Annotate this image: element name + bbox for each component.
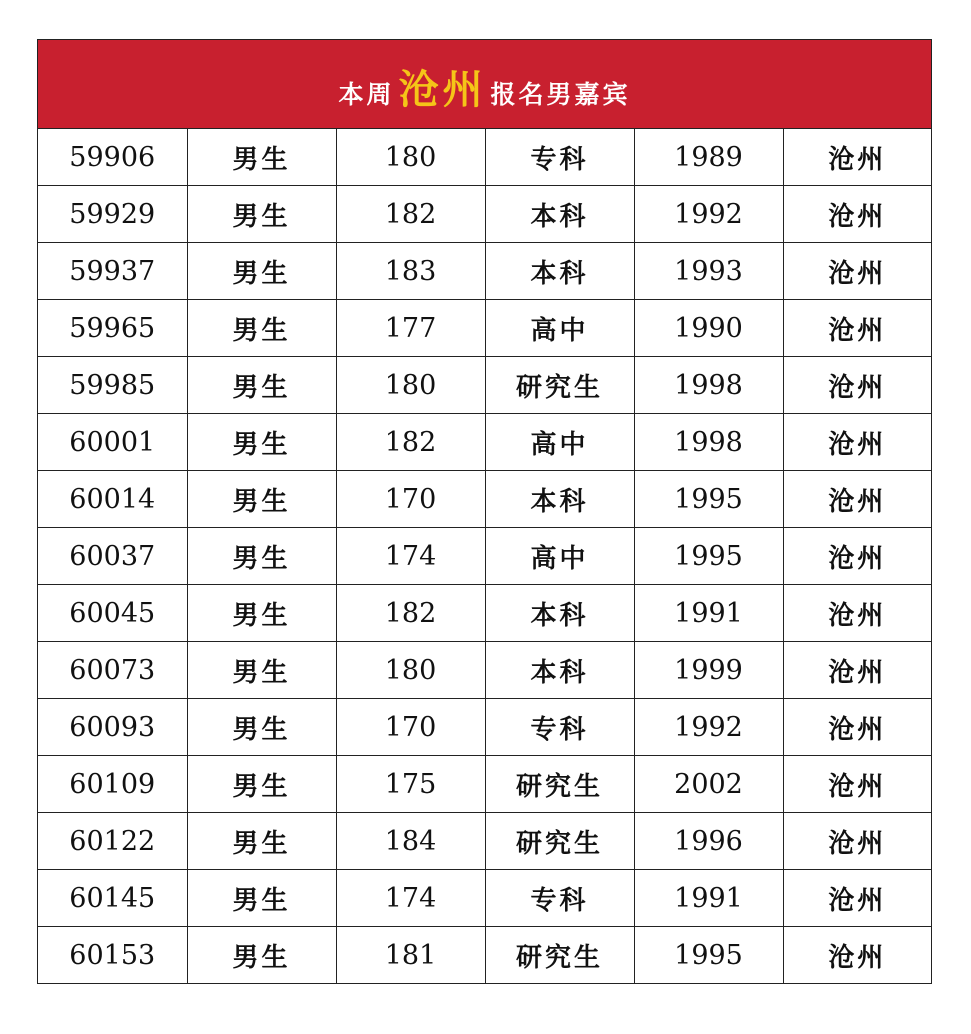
cell-education: 研究生 xyxy=(485,357,634,414)
cell-education: 本科 xyxy=(485,585,634,642)
cell-gender: 男生 xyxy=(187,414,336,471)
cell-height: 175 xyxy=(336,756,485,813)
cell-city: 沧州 xyxy=(828,942,887,973)
cell-city: 沧州 xyxy=(783,699,931,756)
cell-city: 沧州 xyxy=(783,642,931,699)
cell-height: 180 xyxy=(336,129,485,186)
cell-city: 沧州 xyxy=(783,585,931,642)
cell-education: 本科 xyxy=(485,243,634,300)
cell-city: 沧州 xyxy=(783,243,931,300)
cell-id: 59937 xyxy=(38,243,187,300)
cell-gender: 男生 xyxy=(187,927,336,984)
cell-height: 182 xyxy=(336,414,485,471)
cell-birth-year: 1990 xyxy=(634,300,783,357)
cell-height: 182 xyxy=(336,186,485,243)
table-row xyxy=(38,243,931,300)
cell-id: 60001 xyxy=(38,414,187,471)
cell-city: 沧州 xyxy=(783,756,931,813)
cell-birth-year: 2002 xyxy=(634,756,783,813)
cell-birth-year: 1998 xyxy=(634,357,783,414)
table-row xyxy=(38,129,931,186)
cell-id: 60122 xyxy=(38,813,187,870)
cell-education: 研究生 xyxy=(485,813,634,870)
cell-education: 专科 xyxy=(485,870,634,927)
cell-height: 180 xyxy=(336,642,485,699)
cell-education: 专科 xyxy=(485,699,634,756)
cell-gender: 男生 xyxy=(187,528,336,585)
cell-education: 本科 xyxy=(485,642,634,699)
cell-city: 沧州 xyxy=(783,357,931,414)
cell-id: 60073 xyxy=(38,642,187,699)
cell-city: 沧州 xyxy=(783,471,931,528)
cell-id: 60093 xyxy=(38,699,187,756)
table-row xyxy=(38,471,931,528)
cell-birth-year: 1995 xyxy=(634,927,783,984)
cell-city: 沧州 xyxy=(783,813,931,870)
cell-education: 本科 xyxy=(485,186,634,243)
cell-city: 沧州 xyxy=(783,414,931,471)
registration-sheet xyxy=(37,39,932,984)
cell-birth-year: 1991 xyxy=(634,870,783,927)
guest-table-body xyxy=(38,129,931,983)
cell-education: 研究生 xyxy=(485,756,634,813)
table-row xyxy=(38,870,931,927)
cell-id: 60153 xyxy=(38,927,187,984)
cell-birth-year: 1999 xyxy=(634,642,783,699)
cell-birth-year: 1989 xyxy=(634,129,783,186)
cell-birth-year: 1995 xyxy=(634,471,783,528)
cell-height: 184 xyxy=(336,813,485,870)
title-banner xyxy=(38,40,931,129)
cell-id: 60037 xyxy=(38,528,187,585)
cell-education: 本科 xyxy=(485,471,634,528)
table-row xyxy=(38,300,931,357)
cell-height: 181 xyxy=(336,927,485,984)
cell-education: 研究生 xyxy=(485,927,634,984)
banner-title xyxy=(338,58,630,115)
cell-birth-year: 1998 xyxy=(634,414,783,471)
cell-education: 高中 xyxy=(485,528,634,585)
cell-birth-year: 1992 xyxy=(634,699,783,756)
cell-height: 180 xyxy=(336,357,485,414)
cell-city: 沧州 xyxy=(783,528,931,585)
table-row xyxy=(38,699,931,756)
cell-education: 高中 xyxy=(485,300,634,357)
cell-gender: 男生 xyxy=(187,813,336,870)
table-row xyxy=(38,357,931,414)
cell-birth-year: 1992 xyxy=(634,186,783,243)
table-row xyxy=(38,585,931,642)
guest-table xyxy=(38,129,931,983)
cell-height: 174 xyxy=(336,870,485,927)
banner-prefix: 本周 xyxy=(338,79,395,109)
cell-height: 182 xyxy=(336,585,485,642)
table-row xyxy=(38,642,931,699)
cell-education: 专科 xyxy=(485,129,634,186)
cell-height: 170 xyxy=(336,699,485,756)
cell-id: 59985 xyxy=(38,357,187,414)
table-row xyxy=(38,927,931,984)
cell-gender: 男生 xyxy=(187,357,336,414)
cell-education: 高中 xyxy=(485,414,634,471)
cell-id: 60014 xyxy=(38,471,187,528)
cell-id: 60045 xyxy=(38,585,187,642)
cell-gender: 男生 xyxy=(187,471,336,528)
table-row xyxy=(38,528,931,585)
cell-id: 60145 xyxy=(38,870,187,927)
cell-gender: 男生 xyxy=(187,699,336,756)
cell-gender: 男生 xyxy=(187,186,336,243)
cell-height: 183 xyxy=(336,243,485,300)
cell-gender: 男生 xyxy=(187,870,336,927)
cell-id: 59906 xyxy=(38,129,187,186)
cell-id: 59965 xyxy=(38,300,187,357)
cell-id: 60109 xyxy=(38,756,187,813)
cell-birth-year: 1996 xyxy=(634,813,783,870)
banner-suffix: 报名男嘉宾 xyxy=(490,79,631,109)
banner-city: 沧州 xyxy=(398,65,487,113)
cell-height: 174 xyxy=(336,528,485,585)
cell-height: 177 xyxy=(336,300,485,357)
cell-city: 沧州 xyxy=(783,870,931,927)
cell-id: 59929 xyxy=(38,186,187,243)
cell-gender: 男生 xyxy=(187,300,336,357)
table-row xyxy=(38,813,931,870)
cell-birth-year: 1993 xyxy=(634,243,783,300)
cell-birth-year: 1995 xyxy=(634,528,783,585)
cell-birth-year: 1991 xyxy=(634,585,783,642)
cell-gender: 男生 xyxy=(187,129,336,186)
cell-gender: 男生 xyxy=(187,243,336,300)
cell-gender: 男生 xyxy=(187,585,336,642)
table-row xyxy=(38,414,931,471)
cell-gender: 男生 xyxy=(187,642,336,699)
cell-city: 沧州 xyxy=(783,300,931,357)
cell-height: 170 xyxy=(336,471,485,528)
cell-gender: 男生 xyxy=(187,756,336,813)
cell-city: 沧州 xyxy=(783,129,931,186)
table-row xyxy=(38,756,931,813)
cell-city: 沧州 xyxy=(783,186,931,243)
table-row xyxy=(38,186,931,243)
